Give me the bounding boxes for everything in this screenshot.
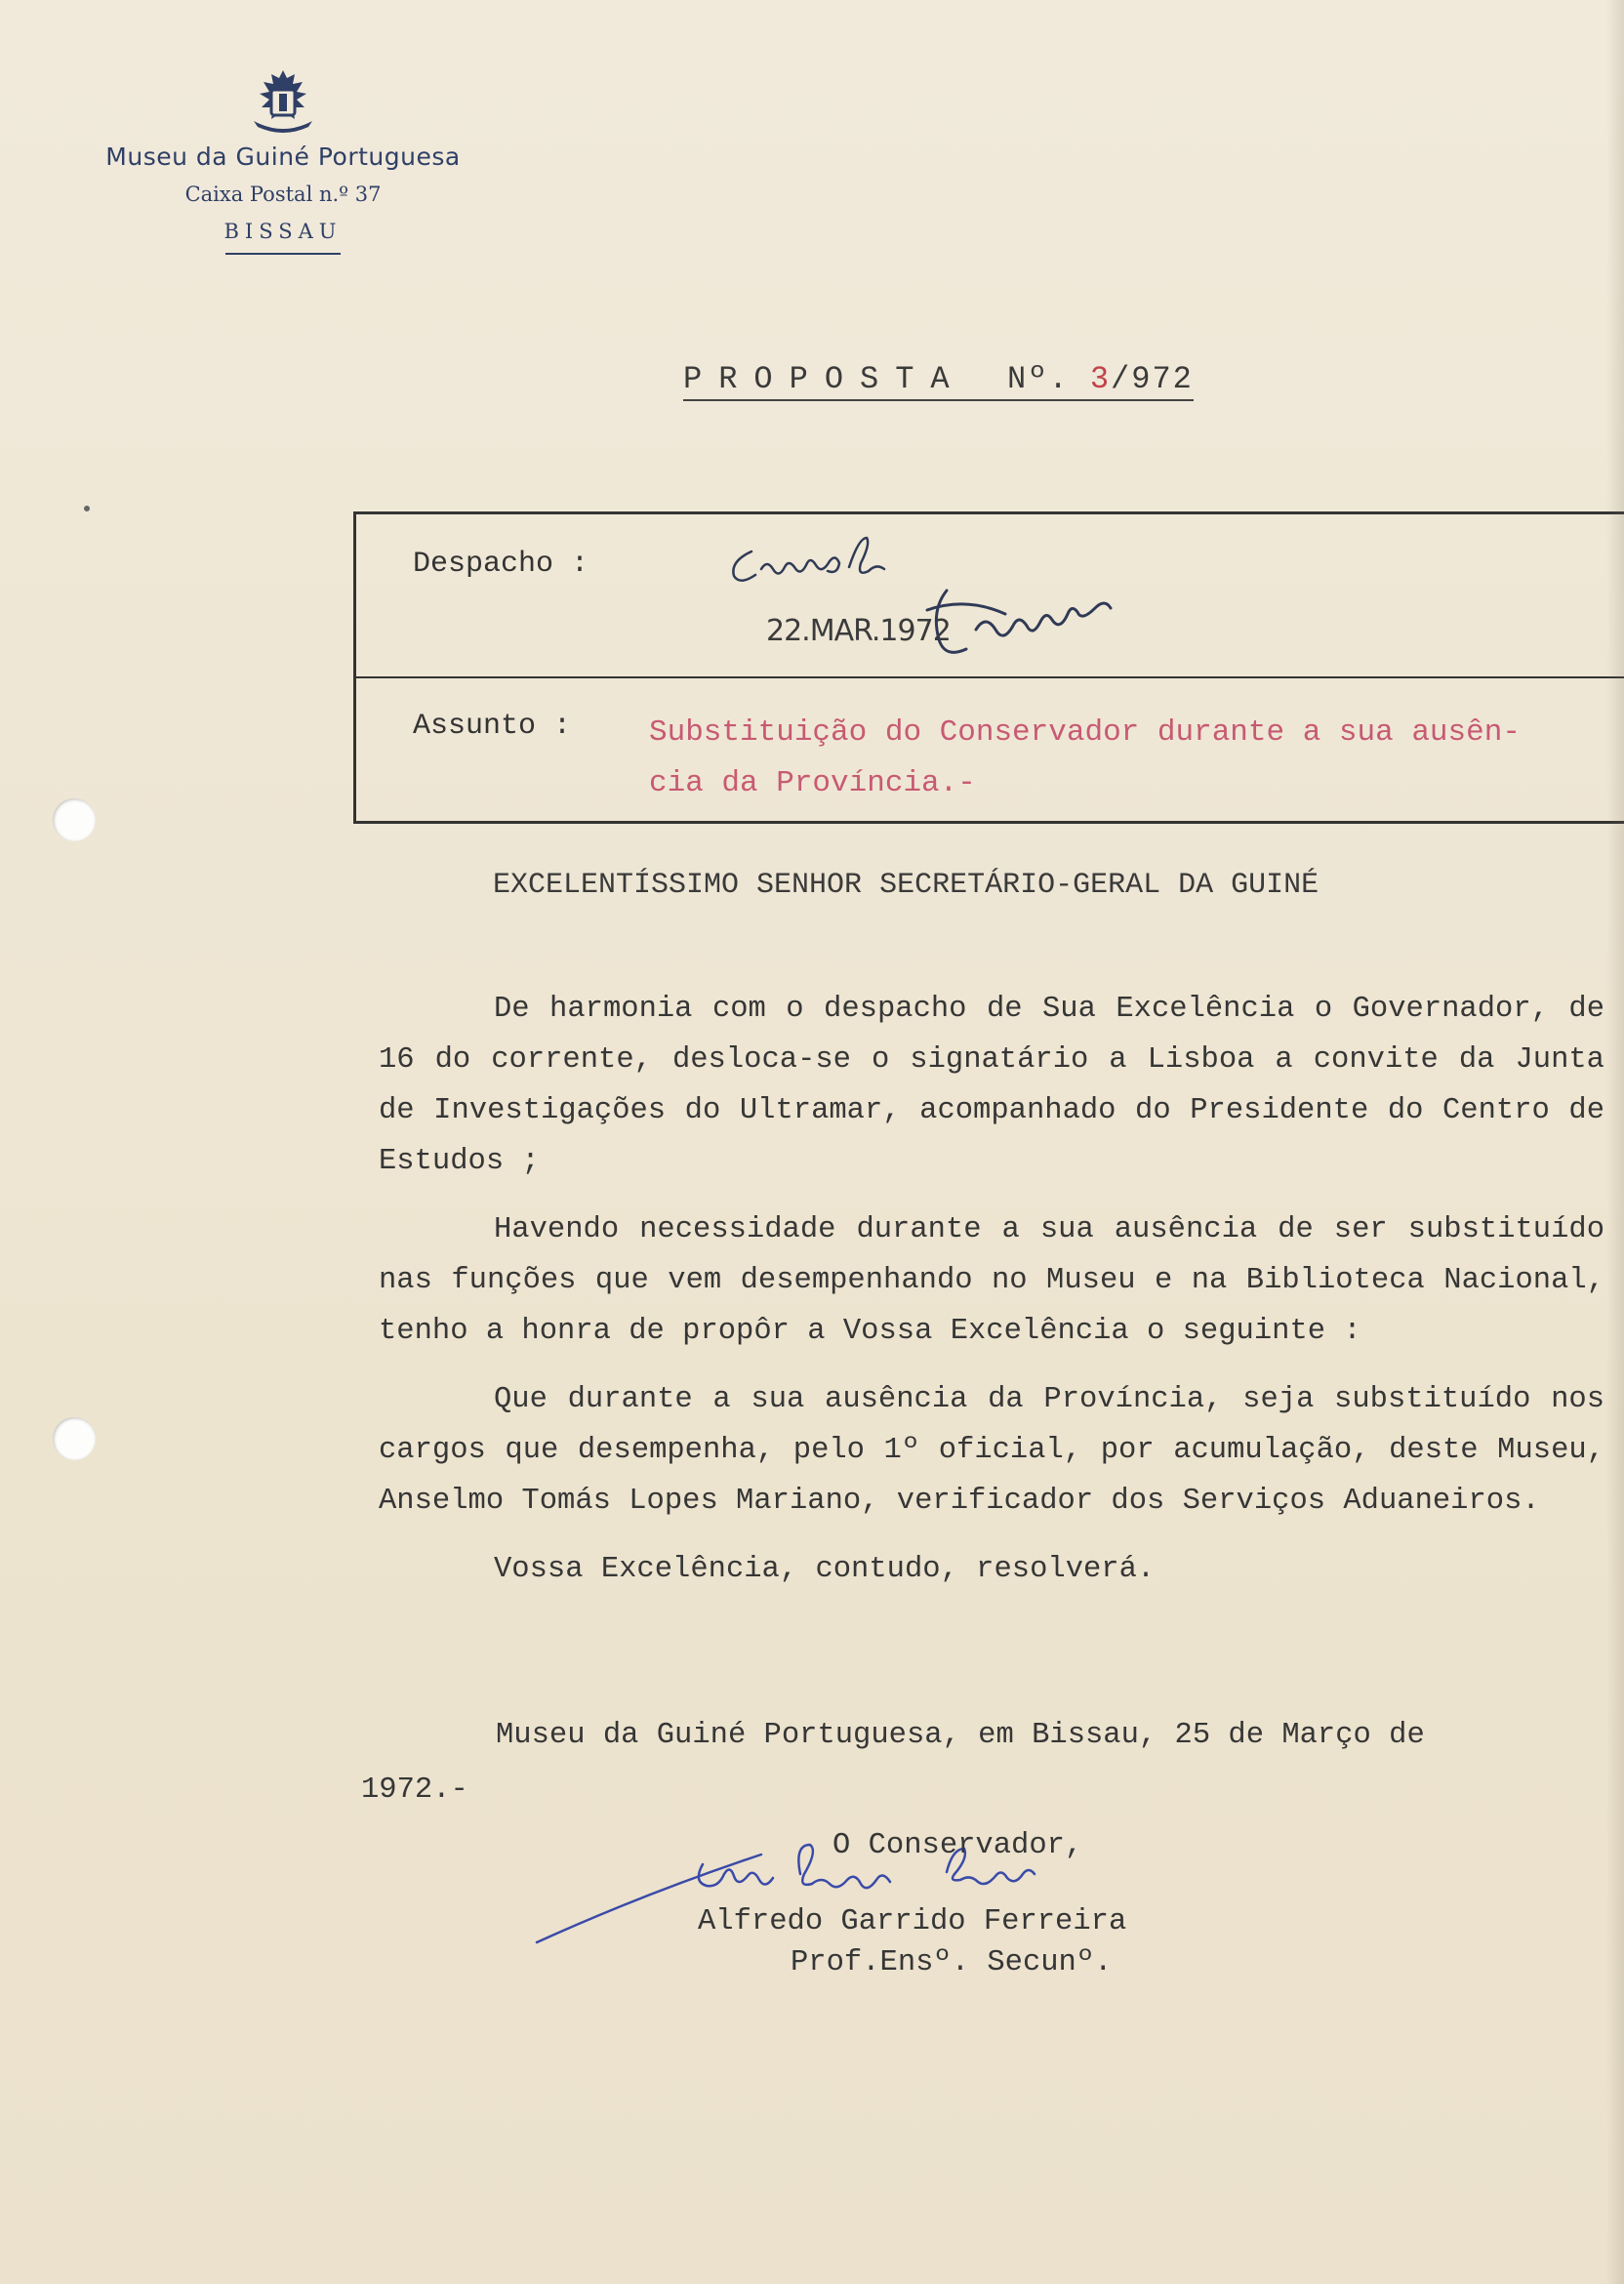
title-number: 3 bbox=[1089, 361, 1112, 397]
museum-name: Museu da Guiné Portuguesa bbox=[105, 143, 461, 171]
title-number-label: Nº. bbox=[1007, 361, 1070, 397]
salutation: EXCELENTÍSSIMO SENHOR SECRETÁRIO-GERAL DA GUINÉ bbox=[493, 869, 1320, 902]
postal-box: Caixa Postal n.º 37 bbox=[184, 183, 382, 206]
title-word: PROPOSTA bbox=[683, 361, 966, 397]
paragraph: Havendo necessidade durante a sua ausência de ser substituído nas funções que vem desempenhando no Museu e na Biblioteca Nacional, tenho a honra de propôr a Vossa Excelência o seguinte : bbox=[379, 1213, 1604, 1348]
punch-hole-top bbox=[53, 798, 96, 841]
ink-speck bbox=[84, 506, 90, 511]
letterhead-rule bbox=[225, 253, 341, 255]
paragraph: De harmonia com o despacho de Sua Excelência o Governador, de 16 do corrente, desloca-se o signatário a Lisboa a convite da Junta de Investigações do Ultramar, acompanhado do Presidente do Centro de Estudos ; bbox=[379, 993, 1604, 1178]
subject-text bbox=[649, 708, 1605, 809]
despacho-handwriting bbox=[722, 532, 1210, 678]
paragraph: Que durante a sua ausência da Província, seja substituído nos cargos que desempenha, pelo 1º oficial, por acumulação, deste Museu, Anselmo Tomás Lopes Mariano, verificador dos Serviços Aduaneiros. bbox=[379, 1383, 1604, 1518]
city-name: BISSAU bbox=[223, 220, 343, 243]
proposal-title bbox=[683, 361, 1194, 401]
subject-line: cia da Província.- bbox=[649, 766, 976, 800]
subject-line: Substituição do Conservador durante a sua ausên- bbox=[649, 715, 1521, 750]
paragraph: Vossa Excelência, contudo, resolverá. bbox=[494, 1553, 1156, 1586]
coat-of-arms-icon bbox=[236, 66, 330, 137]
punch-hole-bottom bbox=[53, 1417, 96, 1460]
date-stamp: 22.MAR.1972 bbox=[766, 614, 951, 648]
signature-block bbox=[698, 1825, 1126, 1983]
signer-role: O Conservador, bbox=[832, 1829, 1083, 1862]
place-date-text: Museu da Guiné Portuguesa, em Bissau, 25 de Março de bbox=[496, 1719, 1425, 1752]
letter-body bbox=[379, 984, 1604, 1612]
letterhead bbox=[68, 66, 498, 255]
signer-name: Alfredo Garrido Ferreira bbox=[698, 1905, 1127, 1938]
assunto-label: Assunto : bbox=[413, 710, 572, 743]
place-and-date bbox=[361, 1708, 1513, 1817]
despacho-label: Despacho : bbox=[413, 548, 589, 581]
date-year: 1972.- bbox=[361, 1774, 468, 1807]
title-year: /972 bbox=[1111, 361, 1194, 397]
signer-title: Prof.Ensº. Secunº. bbox=[791, 1946, 1113, 1979]
